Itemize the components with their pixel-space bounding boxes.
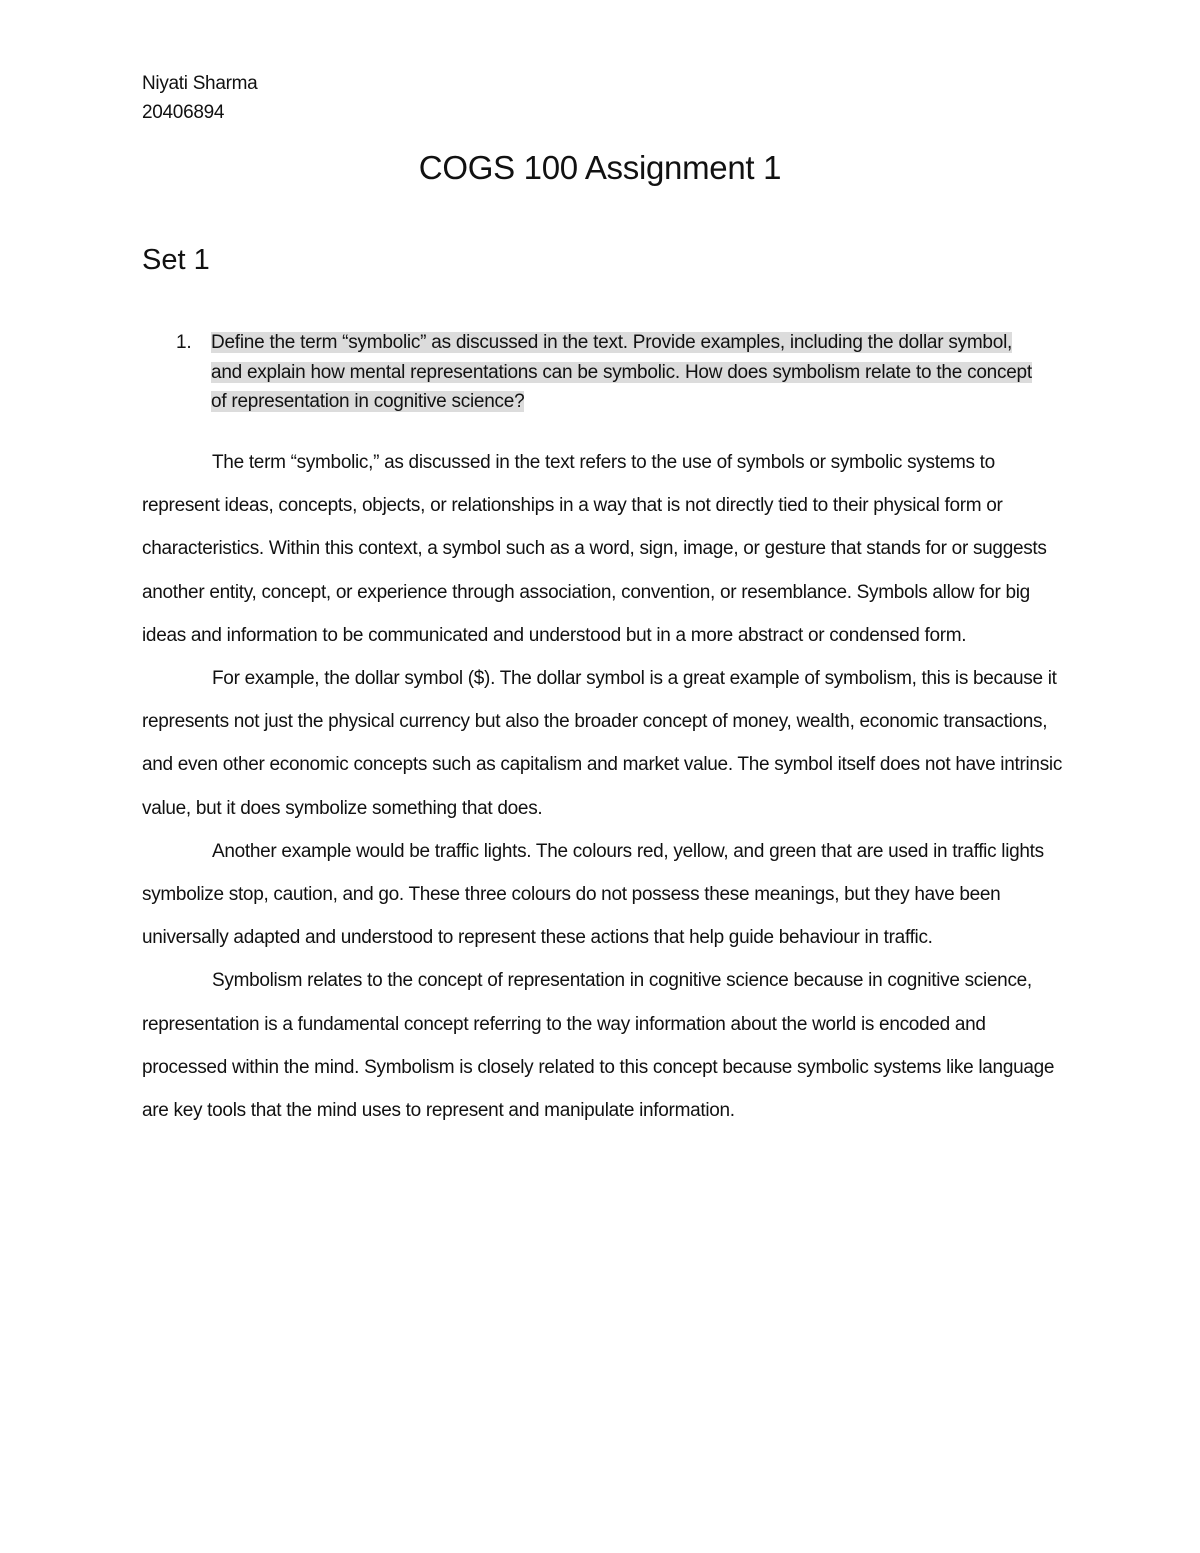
answer-body [142, 441, 1072, 1132]
set-heading: Set 1 [142, 244, 210, 276]
question-number: 1. [176, 332, 192, 353]
question-text-block [211, 328, 1036, 417]
answer-paragraph-dollar-example: For example, the dollar symbol ($). The dollar symbol is a great example of symbolism, this is because it represents not just the physical currency but also the broader concept of money, wealth, economic transactions, and even other economic concepts such as capitalism and market value. The symbol itself does not have intrinsic value, but it does symbolize something that does. [142, 668, 1063, 819]
student-id: 20406894 [142, 102, 225, 123]
answer-paragraph-representation: Symbolism relates to the concept of representation in cognitive science because in cognitive science, representation is a fundamental concept referring to the way information about the world is encoded and processed within the mind. Symbolism is closely related to this concept because symbolic systems like language are key tools that the mind uses to represent and manipulate information. [142, 970, 1055, 1122]
answer-paragraph-traffic-example: Another example would be traffic lights. The colours red, yellow, and green that are used in traffic lights symbolize stop, caution, and go. These three colours do not possess these meanings, but they have been universally adapted and understood to represent these actions that help guide behaviour in traffic. [142, 840, 1044, 949]
author-name: Niyati Sharma [142, 73, 258, 94]
answer-paragraph-definition: The term “symbolic,” as discussed in the text refers to the use of symbols or symbolic systems to represent ideas, concepts, objects, or relationships in a way that is not directly tied to their physical form or characteristics. Within this context, a symbol such as a word, sign, image, or gesture that stands for or suggests another entity, concept, or experience through association, convention, or resemblance. Symbols allow for big ideas and information to be communicated and understood but in a more abstract or condensed form. [142, 452, 1047, 646]
document-title: COGS 100 Assignment 1 [418, 149, 782, 186]
question-text: Define the term “symbolic” as discussed in the text. Provide examples, including the dollar symbol, and explain how mental representations can be symbolic. How does symbolism relate to the concept of representation in cognitive science? [211, 332, 1032, 412]
